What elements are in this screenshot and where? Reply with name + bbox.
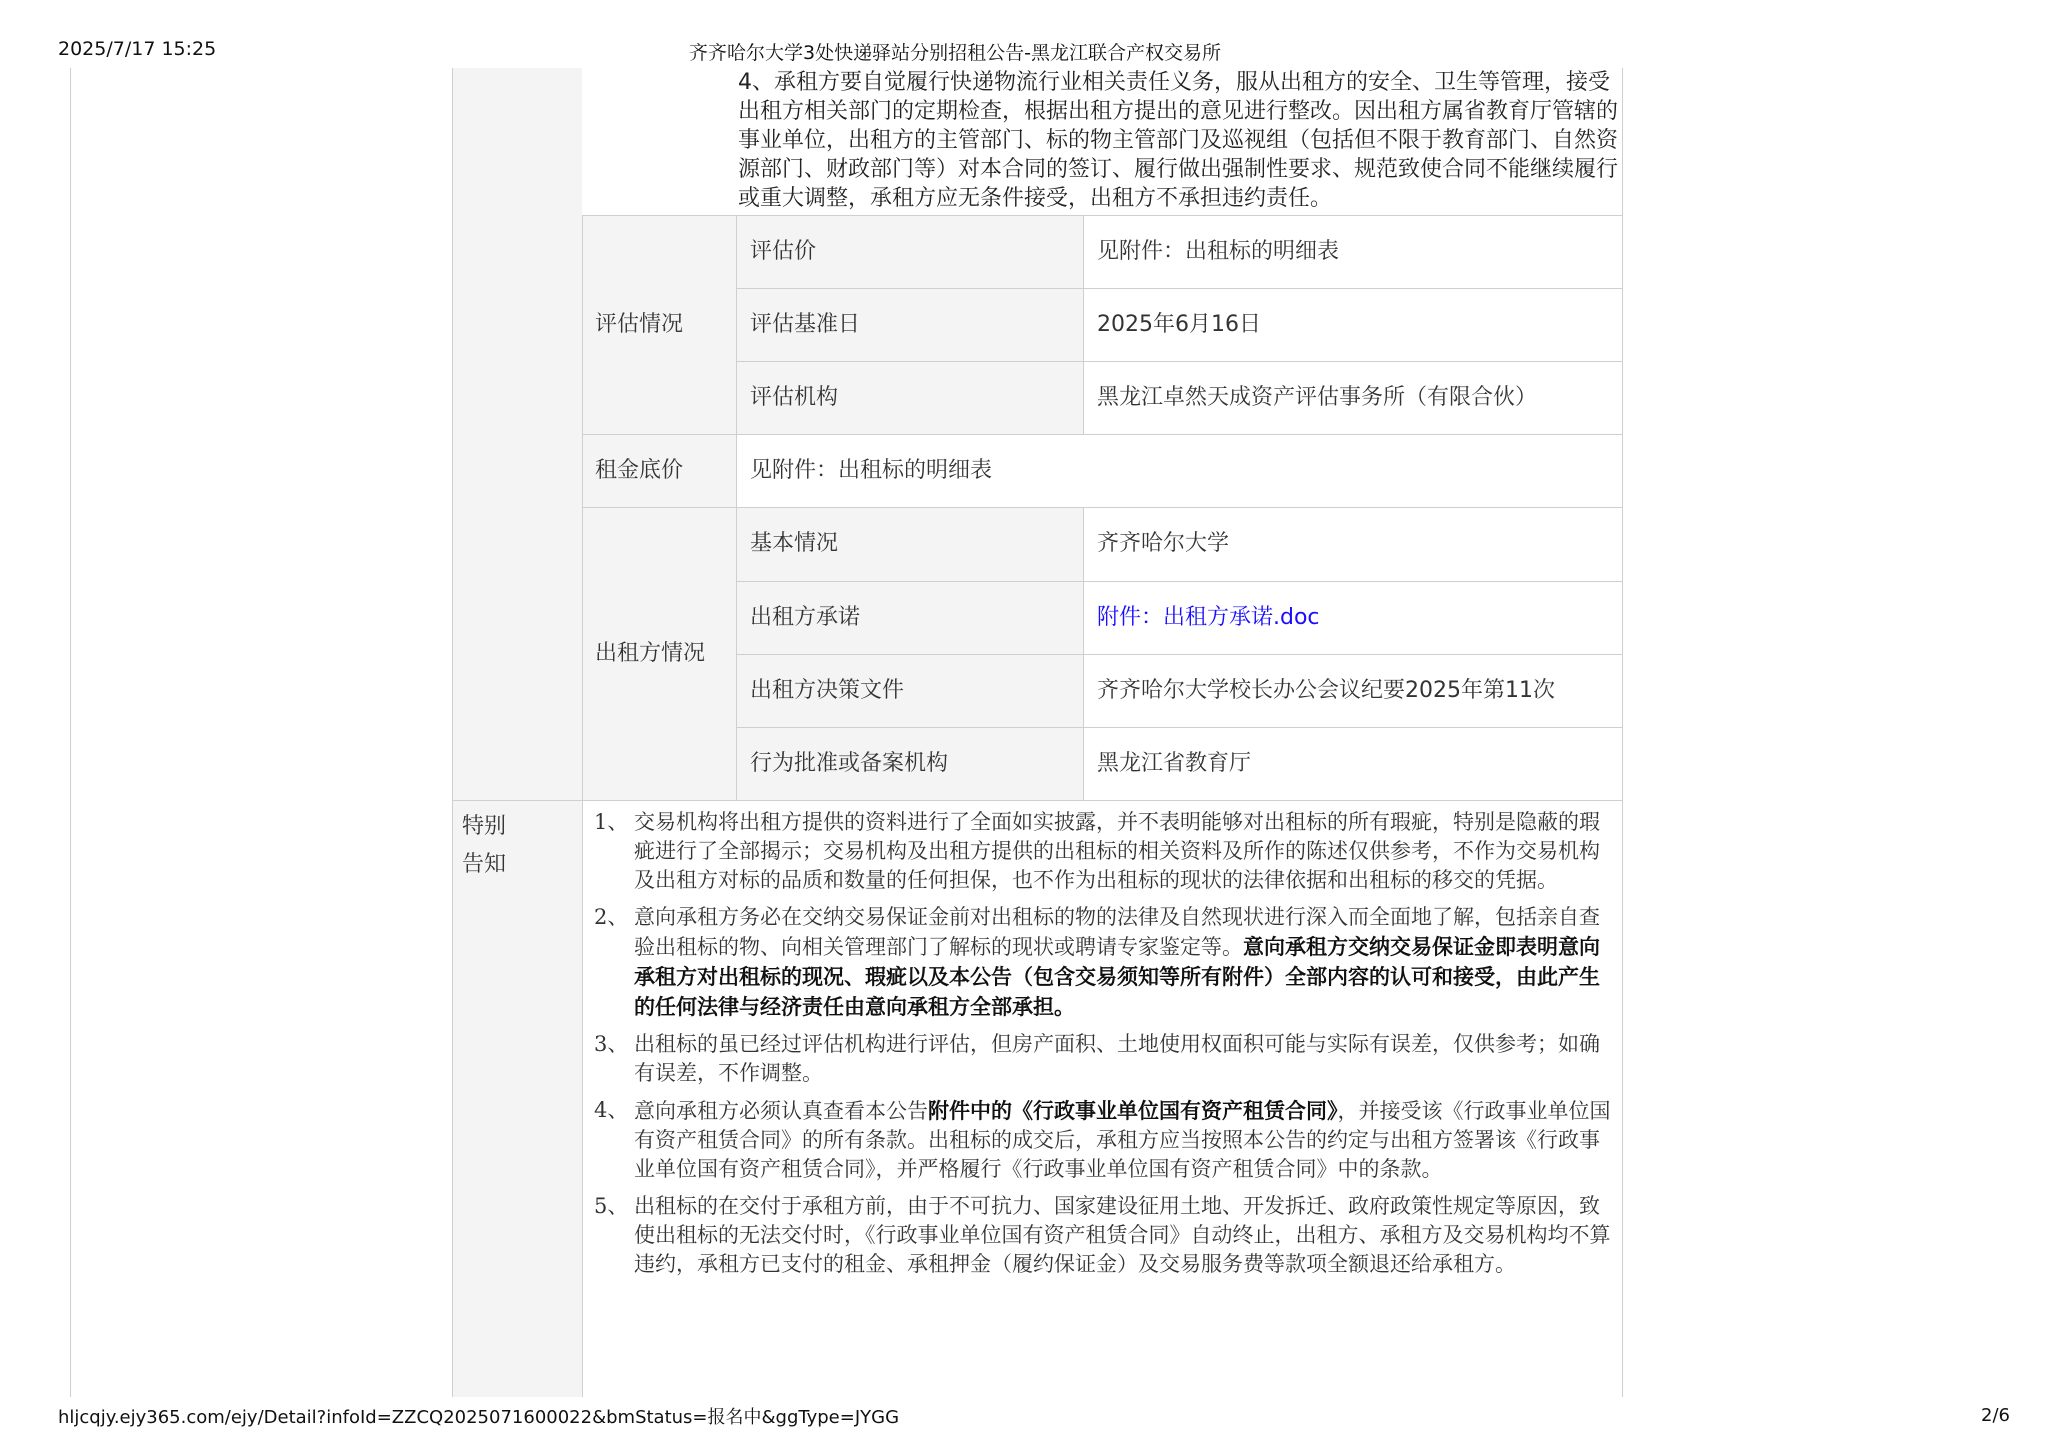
- notice-label-shade: [452, 800, 582, 1397]
- evaluation-agency-value: 黑龙江卓然天成资产评估事务所（有限合伙）: [1097, 385, 1538, 410]
- notice-text: 意向承租方必须认真查看本公告: [634, 1099, 928, 1123]
- notice-item: [594, 808, 1612, 895]
- special-notice-list: [594, 808, 1612, 1287]
- grid-line: [452, 68, 453, 1397]
- clause-text: 4、承租方要自觉履行快递物流行业相关责任义务，服从出租方的安全、卫生等管理，接受出租方相关部门的定期检查，根据出租方提出的意见进行整改。因出租方属省教育厅管辖的事业单位，出租方的主管部门、标的物主管部门及巡视组（包括但不限于教育部门、自然资源部门、财政部门等）对本合同的签订、履行做出强制性要求、规范致使合同不能继续履行或重大调整，承租方应无条件接受，出租方不承担违约责任。: [738, 70, 1619, 211]
- grid-line: [736, 581, 1622, 582]
- grid-line: [1622, 68, 1623, 1397]
- page-title: 齐齐哈尔大学3处快递驿站分别招租公告-黑龙江联合产权交易所: [689, 42, 1221, 64]
- grid-line: [582, 215, 583, 1397]
- notice-number: 1、: [594, 810, 629, 834]
- special-notice-label: [462, 808, 506, 884]
- grid-line: [70, 68, 71, 1397]
- lessor-basic-value: 齐齐哈尔大学: [1097, 531, 1230, 556]
- rent-floor-label: 租金底价: [595, 458, 684, 483]
- notice-item: [594, 1096, 1612, 1184]
- notice-number: 5、: [594, 1194, 629, 1218]
- grid-line: [582, 507, 1622, 508]
- left-gutter-shade: [452, 68, 582, 800]
- lessor-approval-key: 行为批准或备案机构: [750, 751, 949, 776]
- lessor-approval-value: 黑龙江省教育厅: [1097, 751, 1252, 776]
- grid-line: [736, 288, 1622, 289]
- evaluation-price-value: 见附件：出租标的明细表: [1097, 239, 1340, 264]
- notice-text: ，并接受该《行政事业单位国有资产租赁合同》的所有条款。出租标的成交后，承租方应当按照本公告的约定与出租方签署该《行政事业单位国有资产租赁合同》，并严格履行《行政事业单位国有资产租赁合同》中的条款。: [634, 1099, 1611, 1181]
- grid-line: [582, 215, 1622, 216]
- lessor-label: 出租方情况: [595, 641, 706, 666]
- notice-bold-text: 意向承租方交纳交易保证金即表明意向承租方对出租标的现况、瑕疵以及本公告（包含交易须知等所有附件）全部内容的认可和接受，由此产生的任何法律与经济责任由意向承租方全部承担。: [634, 934, 1600, 1019]
- notice-label-line: 告知: [462, 852, 507, 877]
- notice-number: 2、: [594, 905, 629, 929]
- grid-line: [736, 361, 1622, 362]
- grid-line: [736, 654, 1622, 655]
- evaluation-label: 评估情况: [595, 312, 684, 337]
- notice-number: 3、: [594, 1032, 629, 1056]
- footer-url: hljcqjy.ejy365.com/ejy/Detail?infoId=ZZCQ2025071600022&bmStatus=报名中&ggType=JYGG: [58, 1407, 900, 1428]
- lessor-commitment-link[interactable]: 附件：出租方承诺.doc: [1097, 605, 1320, 630]
- grid-line: [582, 434, 1622, 435]
- grid-line: [452, 800, 1622, 801]
- grid-line: [1083, 215, 1084, 434]
- rent-floor-value: 见附件：出租标的明细表: [750, 458, 993, 483]
- evaluation-price-key: 评估价: [750, 239, 817, 264]
- lessor-commitment-key: 出租方承诺: [750, 605, 861, 630]
- evaluation-agency-key: 评估机构: [750, 385, 839, 410]
- notice-label-line: 特别: [462, 814, 507, 839]
- notice-text: 出租标的在交付于承租方前，由于不可抗力、国家建设征用土地、开发拆迁、政府政策性规定等原因，致使出租标的无法交付时，《行政事业单位国有资产租赁合同》自动终止，出租方、承租方及交易机构均不算违约，承租方已支付的租金、承租押金（履约保证金）及交易服务费等款项全额退还给承租方。: [634, 1194, 1611, 1276]
- evaluation-date-key: 评估基准日: [750, 312, 861, 337]
- notice-number: 4、: [594, 1098, 629, 1122]
- notice-text: 意向承租方务必在交纳交易保证金前对出租标的物的法律及自然现状进行深入而全面地了解，包括亲自查验出租标的物、向相关管理部门了解标的现状或聘请专家鉴定等。: [634, 905, 1600, 959]
- notice-bold-text: 附件中的《行政事业单位国有资产租赁合同》: [928, 1098, 1338, 1123]
- notice-item: [594, 1030, 1612, 1088]
- notice-text: 出租标的虽已经过评估机构进行评估，但房产面积、土地使用权面积可能与实际有误差，仅供参考；如确有误差，不作调整。: [634, 1032, 1600, 1085]
- lessee-obligation-clause: [738, 68, 1618, 213]
- lessor-decision-value: 齐齐哈尔大学校长办公会议纪要2025年第11次: [1097, 678, 1555, 703]
- evaluation-date-value: 2025年6月16日: [1097, 312, 1261, 337]
- notice-item: [594, 1192, 1612, 1279]
- notice-text: 交易机构将出租方提供的资料进行了全面如实披露，并不表明能够对出租标的所有瑕疵，特别是隐蔽的瑕疵进行了全部揭示；交易机构及出租方提供的出租标的相关资料及所作的陈述仅供参考，不作为交易机构及出租方对标的品质和数量的任何担保，也不作为出租标的现状的法律依据和出租标的移交的凭据。: [634, 810, 1600, 892]
- notice-item: [594, 903, 1612, 1022]
- print-date: 2025/7/17 15:25: [58, 38, 217, 60]
- lessor-basic-key: 基本情况: [750, 531, 839, 556]
- lessor-decision-key: 出租方决策文件: [750, 678, 905, 703]
- page-number: 2/6: [1981, 1405, 2010, 1426]
- grid-line: [736, 727, 1622, 728]
